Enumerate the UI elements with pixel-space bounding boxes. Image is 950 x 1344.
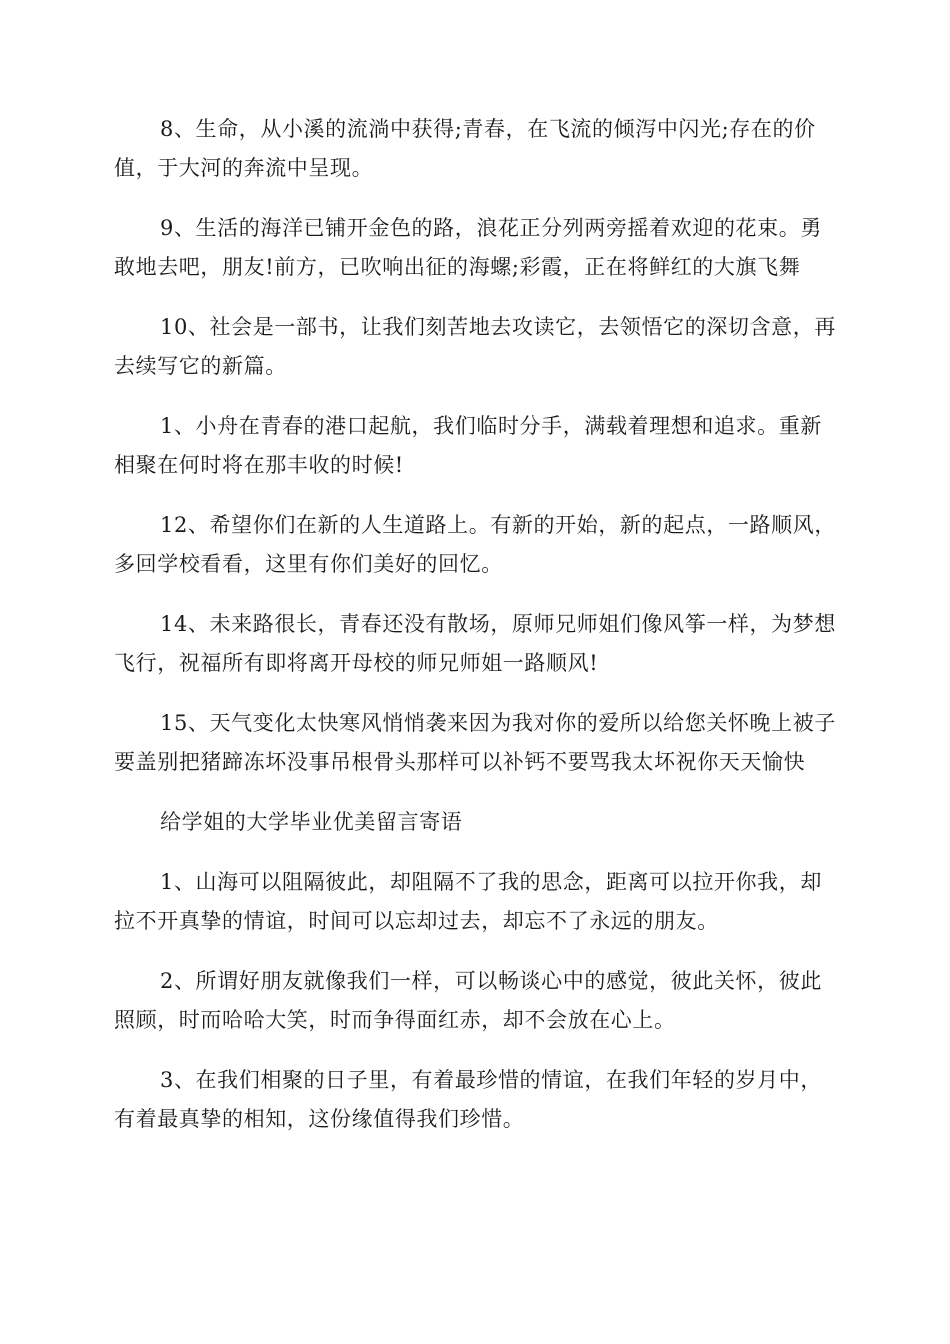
section-heading: 给学姐的大学毕业优美留言寄语 bbox=[160, 810, 463, 834]
paragraph-15: 15、天气变化太快寒风悄悄袭来因为我对你的爱所以给您关怀晚上被子要盖别把猪蹄冻坏没事吊根骨头那样可以补钙不要骂我太坏祝你天天愉快 bbox=[114, 711, 836, 774]
paragraph-14: 14、未来路很长，青春还没有散场，原师兄师姐们像风筝一样，为梦想飞行，祝福所有即将离开母校的师兄师姐一路顺风! bbox=[114, 612, 836, 675]
message-3: 3、在我们相聚的日子里，有着最珍惜的情谊，在我们年轻的岁月中，有着最真挚的相知，这份缘值得我们珍惜。 bbox=[114, 1068, 822, 1131]
paragraph-10: 10、社会是一部书，让我们刻苦地去攻读它，去领悟它的深切含意，再去续写它的新篇。 bbox=[114, 315, 836, 378]
paragraph-8: 8、生命，从小溪的流淌中获得;青春，在飞流的倾泻中闪光;存在的价值，于大河的奔流中呈现。 bbox=[114, 117, 816, 180]
document-body bbox=[114, 110, 836, 1160]
message-1: 1、山海可以阻隔彼此，却阻隔不了我的思念，距离可以拉开你我，却拉不开真挚的情谊，时间可以忘却过去，却忘不了永远的朋友。 bbox=[114, 870, 822, 933]
paragraph-9: 9、生活的海洋已铺开金色的路，浪花正分列两旁摇着欢迎的花束。勇敢地去吧，朋友!前方，已吹响出征的海螺;彩霞，正在将鲜红的大旗飞舞 bbox=[114, 216, 822, 279]
paragraph-12: 12、希望你们在新的人生道路上。有新的开始，新的起点，一路顺风，多回学校看看，这里有你们美好的回忆。 bbox=[114, 513, 836, 576]
paragraph-1: 1、小舟在青春的港口起航，我们临时分手，满载着理想和追求。重新相聚在何时将在那丰收的时候! bbox=[114, 414, 822, 477]
message-2: 2、所谓好朋友就像我们一样，可以畅谈心中的感觉，彼此关怀，彼此照顾，时而哈哈大笑，时而争得面红赤，却不会放在心上。 bbox=[114, 969, 822, 1032]
